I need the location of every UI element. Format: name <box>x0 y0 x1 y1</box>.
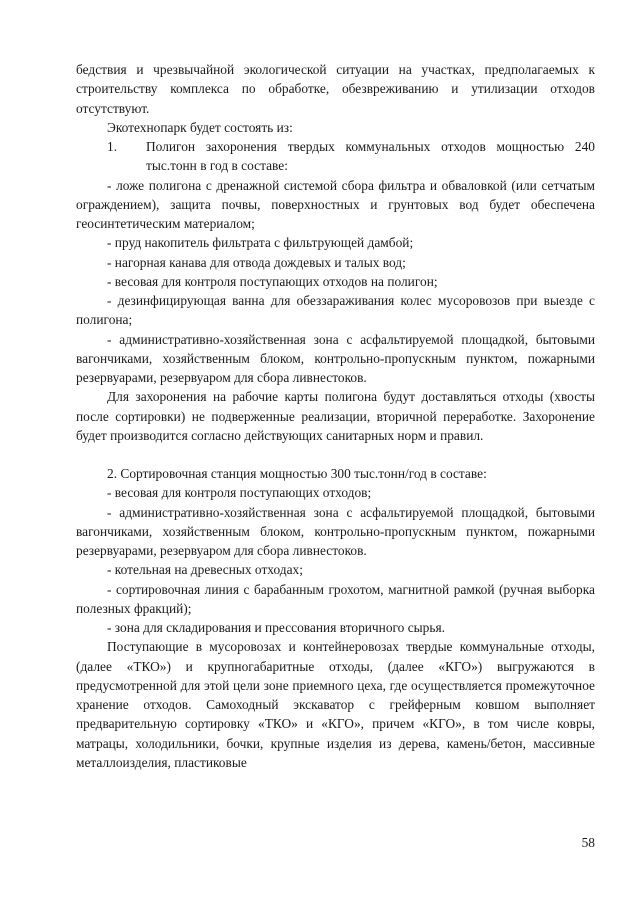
paragraph: Экотехнопарк будет состоять из: <box>107 119 293 135</box>
list-item: - сортировочная линия с барабанным грохотом, магнитной рамкой (ручная выборка полезных фракций); <box>76 581 595 616</box>
list-item: - административно-хозяйственная зона с асфальтируемой площадкой, бытовыми вагончиками, хозяйственным блоком, контрольно-пропускным пунктом, пожарными резервуарами, резервуаром для сбора ливнестоков. <box>76 331 595 385</box>
list-item-text: Полигон захоронения твердых коммунальных отходов мощностью 240 тыс.тонн в год в составе: <box>146 139 595 174</box>
list-item: - весовая для контроля поступающих отходов; <box>107 485 372 501</box>
list-item: - дезинфицирующая ванна для обеззараживания колес мусоровозов при выезде с полигона; <box>76 293 595 328</box>
list-item: - ложе полигона с дренажной системой сбора фильтра и обваловкой (или сетчатым ограждением), защита почвы, поверхностных и грунтовых вод будет обеспечена геосинтетическим материалом; <box>76 177 595 231</box>
list-item: - административно-хозяйственная зона с асфальтируемой площадкой, бытовыми вагончиками, хозяйственным блоком, контрольно-пропускным пунктом, пожарными резервуарами, резервуаром для сбора ливнестоков. <box>76 504 595 558</box>
numbered-item <box>76 137 595 176</box>
paragraph: Для захоронения на рабочие карты полигона будут доставляться отходы (хвосты после сортировки) не подверженные реализации, вторичной переработке. Захоронение будет производится согласно действующих санитарных норм и правил. <box>76 389 595 443</box>
list-item: - зона для складирования и прессования вторичного сырья. <box>107 620 445 635</box>
list-number: 1. <box>107 139 118 154</box>
list-item: - котельная на древесных отходах; <box>107 562 303 578</box>
section-heading: 2. Сортировочная станция мощностью 300 тыс.тонн/год в составе: <box>107 466 487 481</box>
page-number: 58 <box>581 835 595 850</box>
paragraph: Поступающие в мусоровозах и контейнеровозах твердые коммунальные отходы, (далее «ТКО») и крупногабаритные отходы, (далее «КГО») выгружаются в предусмотренной для этой цели зоне приемного цеха, где осуществляется промежуточное хранение отходов. Самоходный экскаватор с грейферным ковшом выполняет предварительную сортировку «ТКО» и «КГО», причем «КГО», в том числе ковры, матрацы, холодильники, бочки, крупные изделия из дерева, камень/бетон, массивные металлоизделия, пластиковые <box>76 639 595 770</box>
page-body <box>76 60 595 772</box>
list-item: - нагорная канава для отвода дождевых и талых вод; <box>107 254 406 270</box>
paragraph: бедствия и чрезвычайной экологической ситуации на участках, предполагаемых к строительству комплекса по обработке, обезвреживанию и утилизации отходов отсутствуют. <box>76 62 595 116</box>
paragraph-gap <box>76 445 595 464</box>
list-item: - пруд накопитель фильтрата с фильтрующей дамбой; <box>107 235 414 251</box>
list-item: - весовая для контроля поступающих отходов на полигон; <box>107 273 438 289</box>
